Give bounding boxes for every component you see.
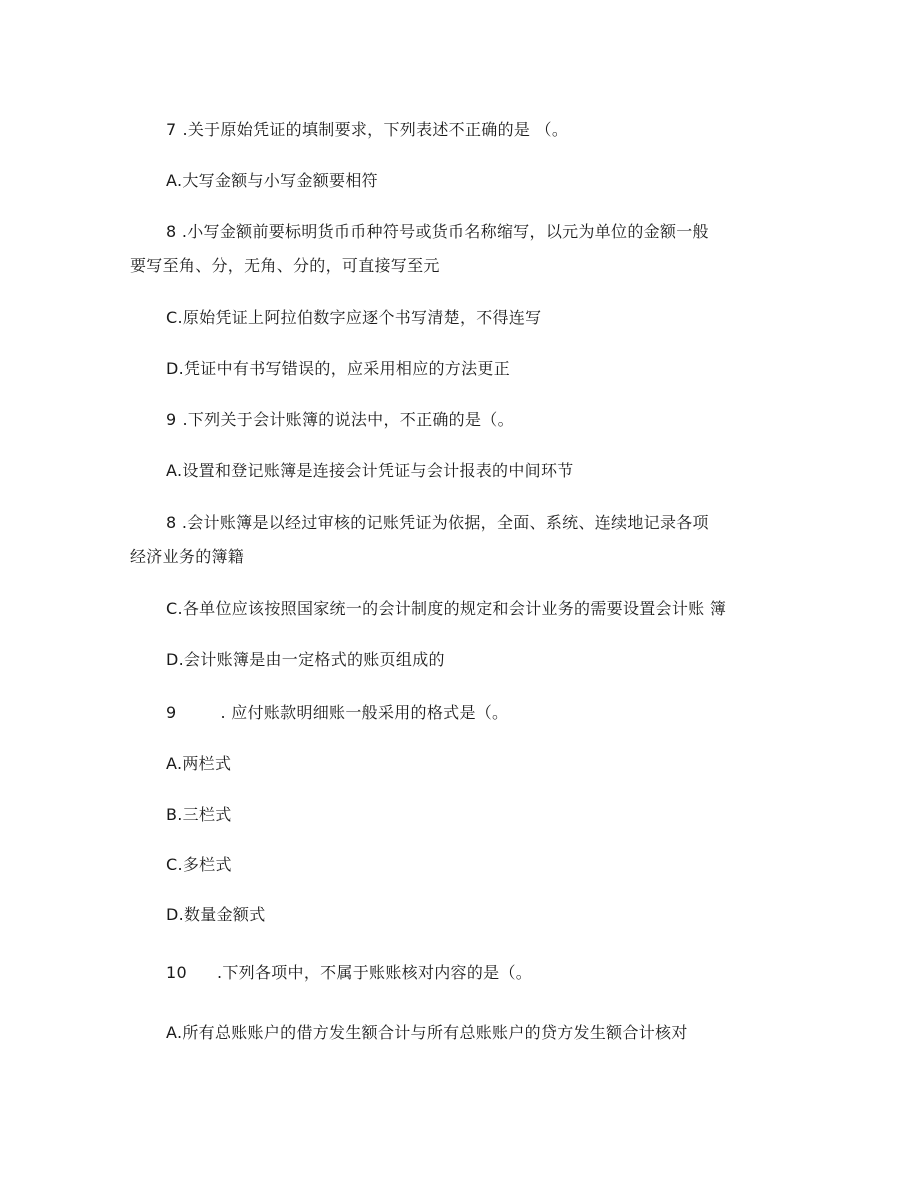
question-text: .下列各项中，不属于账账核对内容的是（。 [216, 963, 533, 982]
option-b: B.三栏式 [166, 805, 232, 824]
question-7 [166, 120, 568, 140]
question-9a [166, 410, 514, 430]
option-c: C.原始凭证上阿拉伯数字应逐个书写清楚，不得连写 [166, 308, 542, 327]
question-number: 9 [166, 703, 177, 722]
question-text: . 应付账款明细账一般采用的格式是（。 [220, 703, 509, 722]
option-d: D.会计账簿是由一定格式的账页组成的 [166, 650, 445, 669]
option-a: A.两栏式 [166, 754, 232, 773]
option-b: 8 .小写金额前要标明货币币种符号或货币名称缩写，以元为单位的金额一般 [166, 222, 709, 241]
option-b: 8 .会计账簿是以经过审核的记账凭证为依据，全面、系统、连续地记录各项 [166, 513, 709, 532]
question-text: .下列关于会计账簿的说法中，不正确的是（。 [182, 410, 514, 429]
option-c: C.多栏式 [166, 855, 232, 874]
option-c: C.各单位应该按照国家统一的会计制度的规定和会计业务的需要设置会计账 簿 [166, 599, 727, 618]
question-number: 10 [166, 963, 187, 982]
option-d: D.凭证中有书写错误的，应采用相应的方法更正 [166, 359, 511, 378]
question-number: 9 [166, 410, 177, 429]
option-a: A.大写金额与小写金额要相符 [166, 171, 378, 190]
question-10 [166, 963, 532, 983]
option-a: A.所有总账账户的借方发生额合计与所有总账账户的贷方发生额合计核对 [166, 1023, 688, 1042]
option-a: A.设置和登记账簿是连接会计凭证与会计报表的中间环节 [166, 461, 574, 480]
option-b-continued: 经济业务的簿籍 [130, 547, 245, 566]
question-number: 7 [166, 120, 177, 139]
question-text: .关于原始凭证的填制要求，下列表述不正确的是 （。 [182, 120, 569, 139]
question-9b [166, 703, 508, 723]
option-d: D.数量金额式 [166, 905, 266, 924]
option-b-continued: 要写至角、分，无角、分的，可直接写至元 [130, 256, 440, 275]
